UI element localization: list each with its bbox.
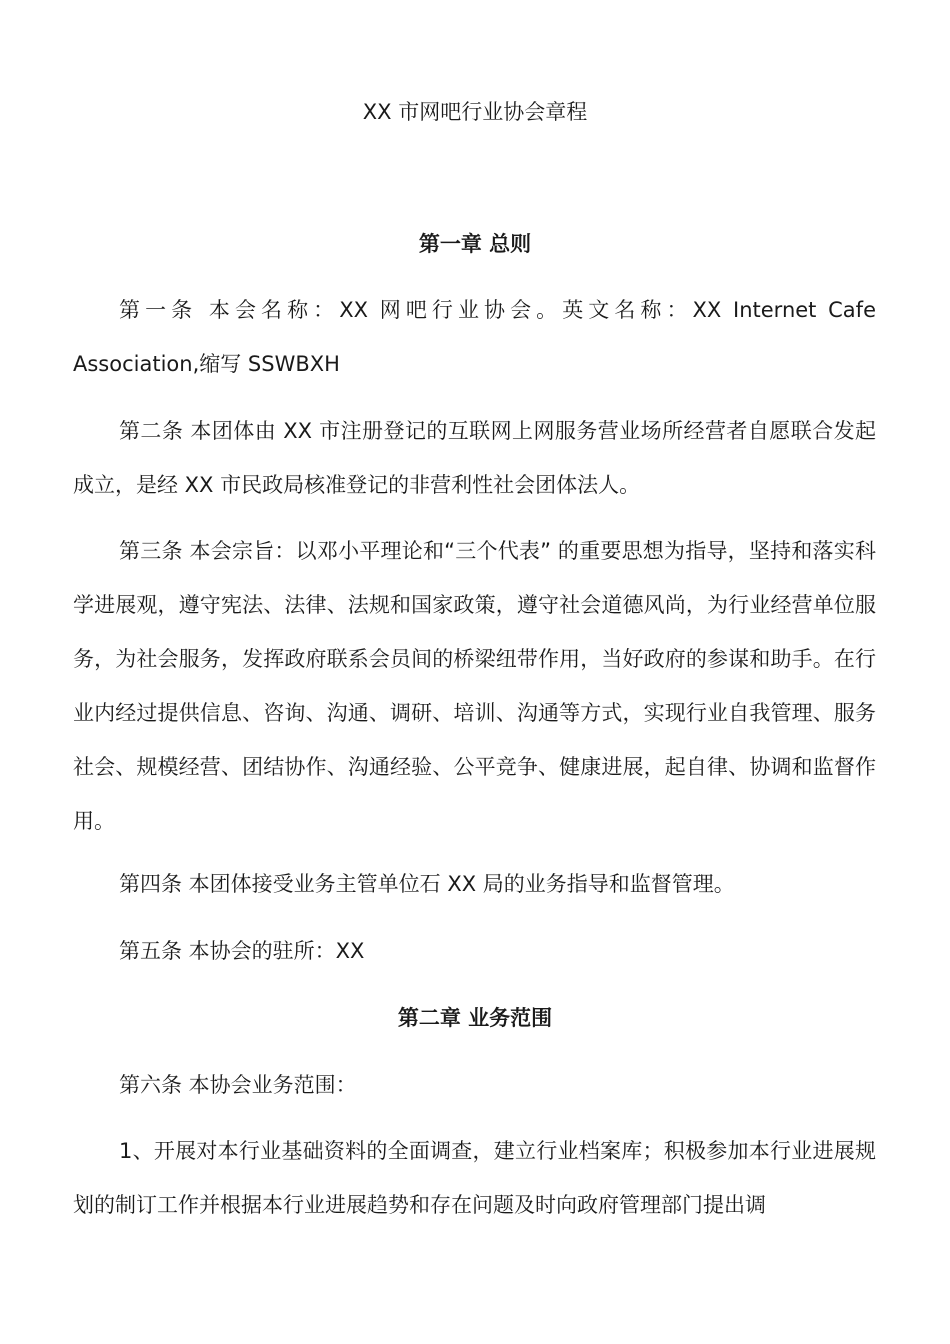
article-3: 第三条 本会宗旨：以邓小平理论和“三个代表” 的重要思想为指导，坚持和落实科学进展观，遵守宪法、法律、法规和国家政策，遵守社会道德风尚，为行业经营单位服务，为社会服务，发挥政府联系会员间的桥梁纽带作用，当好政府的参谋和助手。在行业内经过提供信息、咨询、沟通、调研、培训、沟通等方式，实现行业自我管理、服务社会、规模经营、团结协作、沟通经验、公平竞争、健康进展，起自律、协调和监督作用。 <box>73 539 876 833</box>
article-4: 第四条 本团体接受业务主管单位石 XX 局的业务指导和监督管理。 <box>119 872 735 896</box>
document-title: XX 市网吧行业协会章程 <box>362 100 588 124</box>
chapter-1-heading: 第一章 总则 <box>418 232 532 256</box>
chapter-2-heading: 第二章 业务范围 <box>397 1006 553 1030</box>
article-2: 第二条 本团体由 XX 市注册登记的互联网上网服务营业场所经营者自愿联合发起成立，是经 XX 市民政局核准登记的非营利性社会团体法人。 <box>73 419 876 497</box>
article-1: 第一条 本会名称：XX 网吧行业协会。英文名称：XX Internet Cafe Association,缩写 SSWBXH <box>73 298 876 376</box>
article-6: 第六条 本协会业务范围： <box>119 1073 357 1097</box>
article-5: 第五条 本协会的驻所：XX <box>119 939 365 963</box>
business-item-1: 1、开展对本行业基础资料的全面调查，建立行业档案库；积极参加本行业进展规划的制订工作并根据本行业进展趋势和存在问题及时向政府管理部门提出调 <box>73 1139 876 1217</box>
